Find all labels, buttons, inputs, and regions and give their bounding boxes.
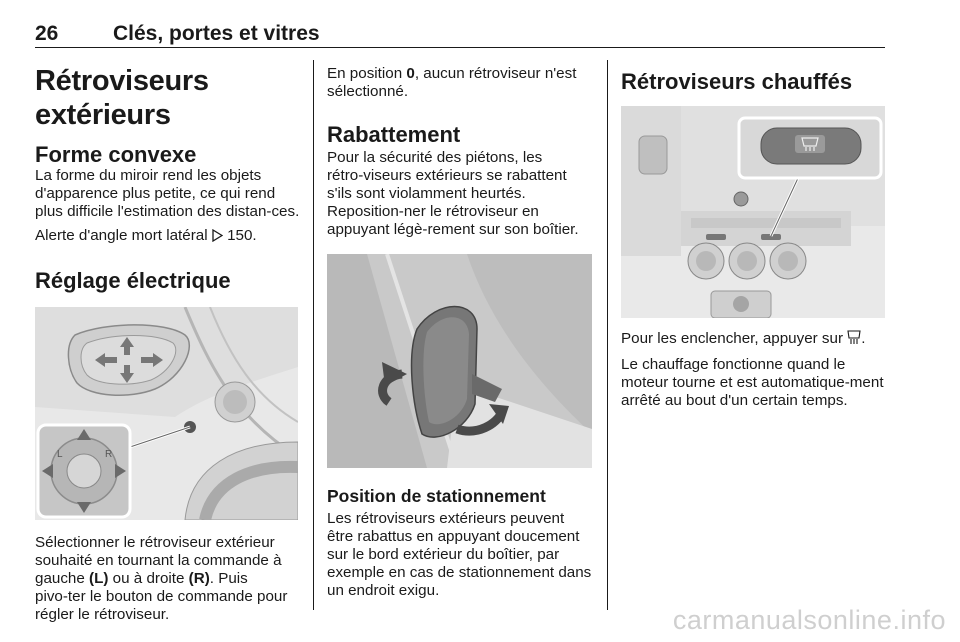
mirror-control-illustration — [35, 307, 298, 520]
parking-position-heading: Position de stationnement — [327, 486, 546, 506]
blind-spot-text: Alerte d'angle mort latéral — [35, 227, 208, 244]
mirror-folding-illustration — [327, 254, 592, 468]
heating-operation-text: Le chauffage fonctionne quand le moteur tourne et est automatique‑ment arrêté au bout d'un certain temps. — [621, 356, 884, 409]
page-heading: Rétroviseurs extérieurs — [35, 65, 209, 131]
convex-heading: Forme convexe — [35, 142, 197, 167]
folding-text: Pour la sécurité des piétons, les rétro‑viseurs extérieurs se rabattent s'ils sont violamment heurtés. Reposition‑ner le rétroviseur en appuyant légè‑rement sur son boîtier. — [327, 149, 579, 238]
heated-mirrors-heading: Rétroviseurs chauffés — [621, 69, 853, 94]
electric-adjust-instructions: Sélectionner le rétroviseur extérieur souhaité en tournant la commande à gauche (L) ou à droite (R). Puis pivo‑ter le bouton de commande pour régler le rétroviseur. — [35, 534, 288, 623]
knob-label-l: L — [57, 449, 63, 460]
page-reference-arrow-icon — [212, 229, 223, 247]
blind-spot-reference — [35, 227, 300, 247]
right-mirror-label: (R) — [188, 570, 210, 587]
convex-text: La forme du miroir rend les objets d'apparence plus petite, ce qui rend plus difficile l'estimation des distan‑ces. — [35, 167, 300, 220]
column-right — [621, 60, 887, 410]
heated-mirror-button-illustration — [621, 106, 885, 318]
column-left — [35, 60, 300, 624]
heated-mirror-icon — [847, 330, 861, 350]
folding-heading: Rabattement — [327, 122, 461, 147]
column-divider-2 — [607, 60, 608, 610]
electric-adjust-heading: Réglage électrique — [35, 268, 231, 293]
position-zero-text: En position 0, aucun rétroviseur n'est sélectionné. — [327, 65, 577, 100]
knob-label-r: R — [105, 449, 113, 460]
column-divider-1 — [313, 60, 314, 610]
watermark: carmanualsonline.info — [672, 605, 946, 635]
page-header — [35, 12, 885, 48]
activation-instruction: Pour les enclencher, appuyer sur . — [621, 330, 887, 350]
section-title: Clés, portes et vitres — [113, 22, 320, 45]
blind-spot-page-link[interactable]: 150. — [227, 227, 257, 244]
left-mirror-label: (L) — [89, 570, 109, 587]
page-number: 26 — [35, 22, 59, 45]
position-zero-value: 0 — [406, 65, 415, 82]
parking-position-text: Les rétroviseurs extérieurs peuvent être rabattus en appuyant doucement sur le bord extérieur du boîtier, par exemple en cas de stationnement dans un endroit exigu. — [327, 510, 592, 599]
column-middle — [327, 60, 594, 600]
